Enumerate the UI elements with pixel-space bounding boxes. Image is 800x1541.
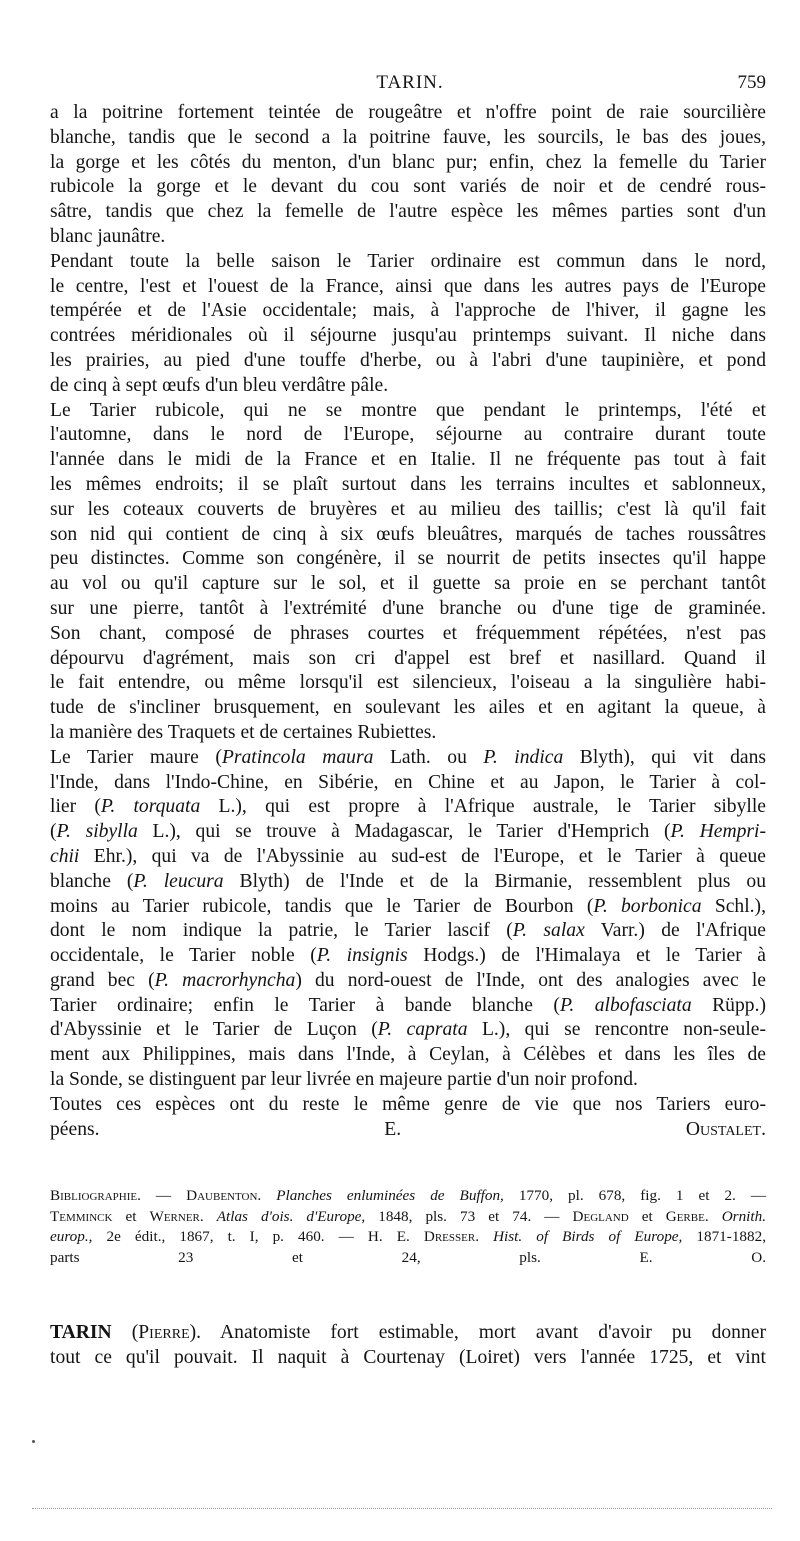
text-run: ). Anatomiste fort estimable, mort avant d'avoir pu donner [189,1322,766,1343]
body-line [50,771,766,796]
text-run: dont le nom indique la patrie, le Tarier lascif ( [50,920,513,942]
text-run: l'année dans le midi de la France et en Italie. Il ne fréquente pas tout à fait [50,449,766,471]
italic-text: P. sibylla [56,821,138,843]
text-run: ) du nord-ouest de l'Inde, ont des analogies avec le [295,969,766,991]
body-line [50,200,766,225]
entry-line [50,1346,766,1371]
italic-text: P. indica [483,746,564,768]
body-line [50,870,766,895]
italic-text: Ornith. [721,1207,766,1225]
text-run: Son chant, composé de phrases courtes et fréquemment répétées, n'est pas [50,622,766,644]
text-run: blanche, tandis que le second a la poitrine fauve, les sourcils, le bas des joues, [50,126,766,148]
body-line [50,647,766,672]
running-title: TARIN. [376,72,444,93]
text-run: ( [111,1322,139,1343]
body-line [50,374,766,399]
text-run [479,1228,493,1245]
body-line [50,175,766,200]
text-run [261,1187,276,1204]
text-run: Lath. ou [373,746,484,768]
text-run: blanc jaunâtre. [50,225,166,247]
text-run: le fait entendre, ou même lorsqu'il est silencieux, l'oiseau a la singulière habi- [50,672,766,694]
text-run: moins au Tarier rubicole, tandis que le Tarier de Bourbon ( [50,895,594,917]
text-run: l'Inde, dans l'Indo-Chine, en Sibérie, en Chine et au Japon, le Tarier à col- [50,771,766,793]
text-run: ( [50,821,57,843]
body-line [50,225,766,250]
small-caps-text: Daubenton. [186,1187,262,1204]
text-run [709,1208,722,1225]
small-caps-text: Gerbe. [665,1207,709,1225]
text-run: sur les coteaux couverts de bruyères et au milieu des taillis; c'est là qu'il fait [50,498,766,520]
text-run: Blyth) de l'Inde et de la Birmanie, ressemblent plus ou [223,870,766,892]
text-run: parts 23 et 24, pls. E. O. [50,1248,766,1266]
page-number: 759 [737,72,766,93]
text-run: sur une pierre, tantôt à l'extrémité d'une branche ou d'une tige de graminée. [50,597,766,619]
text-run: Le Tarier rubicole, qui ne se montre que pendant le printemps, l'été et [50,399,766,421]
body-line [50,919,766,944]
biblio-line [50,1248,766,1269]
body-line [50,696,766,721]
italic-text: P. borbonica [593,895,702,917]
bold-text: TARIN [50,1322,112,1343]
biblio-line [50,1207,766,1228]
footer-dotted-rule [32,1508,772,1509]
italic-text: P. insignis [316,945,408,967]
body-line [50,126,766,151]
body-line [50,1118,766,1143]
text-run: Hodgs.) de l'Himalaya et le Tarier à [407,945,767,967]
italic-text: P. salax [512,920,585,942]
text-run: L.), qui est propre à l'Afrique australe, le Tarier sibylle [200,796,766,818]
italic-text: Atlas d'ois. d'Europe, [216,1207,366,1225]
text-run: l'automne, dans le nord de l'Europe, séjourne au contraire durant toute [50,424,766,446]
body-line [50,994,766,1019]
text-run: — [140,1187,187,1204]
body-line [50,473,766,498]
text-run: au vol ou qu'il capture sur le sol, et il guette sa proie en se perchant tantôt [50,573,766,595]
italic-text: europ., [50,1228,93,1245]
bibliography [50,1186,766,1268]
body-line [50,820,766,845]
article-body [50,101,766,1142]
small-caps-text: Temminck [50,1207,113,1225]
italic-text: P. albofasciata [559,994,692,1016]
biblio-line [50,1186,766,1207]
italic-text: chii [50,845,80,867]
italic-text: P. Hempri- [670,821,766,843]
italic-text: P. torquata [100,796,201,818]
body-line [50,721,766,746]
small-caps-text: Oustalet. [685,1118,766,1140]
italic-text: Pratincola maura [221,746,374,768]
body-line [50,1068,766,1093]
small-caps-text: Degland [572,1207,629,1225]
text-run: et [628,1207,666,1225]
text-run: dépourvu d'agrément, mais son cri d'appel est bref et nasillard. Quand il [50,647,766,669]
body-line [50,1093,766,1118]
body-line [50,250,766,275]
text-run: rubicole la gorge et le devant du cou sont variés de noir et de cendré rous- [50,176,766,198]
text-run: la manière des Traquets et de certaines Rubiettes. [50,721,437,743]
text-run: la gorge et les côtés du menton, d'un blanc pur; enfin, chez la femelle du Tarier [50,151,766,173]
text-run: Pendant toute la belle saison le Tarier ordinaire est commun dans le nord, [50,250,766,272]
text-run: Tarier ordinaire; enfin le Tarier à bande blanche ( [50,994,560,1016]
body-line [50,746,766,771]
body-line [50,423,766,448]
text-run: blanche ( [50,870,134,892]
body-line [50,399,766,424]
body-line [50,498,766,523]
print-speck [32,1440,35,1443]
italic-text: P. leucura [133,870,224,892]
text-run: péens. E. [50,1118,686,1140]
body-line [50,1018,766,1043]
text-run: d'Abyssinie et le Tarier de Luçon ( [50,1019,378,1041]
body-line [50,275,766,300]
body-line [50,845,766,870]
italic-text: P. macrorhyncha [154,969,296,991]
text-run: la Sonde, se distinguent par leur livrée en majeure partie d'un noir profond. [50,1069,638,1091]
text-run: peu distinctes. Comme son congénère, il se nourrit de petits insectes qu'il happe [50,548,766,570]
text-run: ment aux Philippines, mais dans l'Inde, à Ceylan, à Célèbes et dans les îles de [50,1044,766,1066]
text-run: 1848, pls. 73 et 74. — [365,1207,573,1225]
italic-text: P. caprata [377,1019,468,1041]
text-run: L.), qui se trouve à Madagascar, le Tarier d'Hemprich ( [137,821,671,843]
biblio-line [50,1227,766,1248]
text-run: contrées méridionales où il séjourne jusqu'au printemps suivant. Il niche dans [50,325,766,347]
italic-text: Planches enluminées de Buffon, [276,1187,504,1204]
text-run: L.), qui se rencontre non-seule- [467,1019,766,1041]
text-run: 1770, pl. 678, fig. 1 et 2. — [503,1187,767,1204]
small-caps-text: Pierre [138,1322,190,1343]
text-run: a la poitrine fortement teintée de rougeâtre et n'offre point de raie sourcilière [50,102,766,123]
text-run: Blyth), qui vit dans [563,746,767,768]
body-line [50,151,766,176]
text-run [204,1208,217,1225]
body-line [50,523,766,548]
entry-line [50,1321,766,1346]
small-caps-text: Werner. [149,1207,204,1225]
italic-text: Hist. of Birds of Europe, [493,1228,683,1245]
text-run: tempérée et de l'Asie occidentale; mais, à l'approche de l'hiver, il gagne les [50,300,766,322]
text-run: lier ( [50,796,101,818]
body-line [50,299,766,324]
body-line [50,944,766,969]
text-run: les prairies, au pied d'une touffe d'herbe, ou à l'abri d'une taupinière, et pond [50,349,766,371]
text-run: Varr.) de l'Afrique [584,920,766,942]
text-run: Le Tarier maure ( [50,746,222,768]
text-run: Schl.), [701,895,766,917]
body-line [50,969,766,994]
text-run: grand bec ( [50,969,155,991]
text-run: Toutes ces espèces ont du reste le même genre de vie que nos Tariers euro- [50,1093,766,1115]
body-line [50,597,766,622]
body-line [50,671,766,696]
next-entry [50,1321,766,1371]
text-run: tude de s'incliner brusquement, en soulevant les ailes et en agitant la queue, à [50,697,766,719]
body-line [50,572,766,597]
text-run: tout ce qu'il pouvait. Il naquit à Courtenay (Loiret) vers l'année 1725, et vint [50,1346,766,1368]
body-line [50,1043,766,1068]
body-line [50,622,766,647]
body-line [50,101,766,126]
body-line [50,448,766,473]
text-run: Ehr.), qui va de l'Abyssinie au sud-est de l'Europe, et le Tarier à queue [79,845,766,867]
text-run: occidentale, le Tarier noble ( [50,945,317,967]
text-run: 1871-1882, [682,1228,767,1245]
body-line [50,795,766,820]
body-line [50,895,766,920]
small-caps-text: Bibliographie. [50,1187,141,1204]
text-run: les mêmes endroits; il se plaît surtout dans les terrains incultes et sablonneux, [50,473,766,495]
text-run: le centre, l'est et l'ouest de la France, ainsi que dans les autres pays de l'Europe [50,275,766,297]
body-line [50,349,766,374]
text-run: et [112,1207,150,1225]
text-run: son nid qui contient de cinq à six œufs bleuâtres, marqués de taches roussâtres [50,523,766,545]
body-line [50,547,766,572]
text-run: sâtre, tandis que chez la femelle de l'autre espèce les mêmes parties sont d'un [50,201,766,223]
text-run: de cinq à sept œufs d'un bleu verdâtre pâle. [50,374,389,396]
body-line [50,324,766,349]
text-run: Rüpp.) [691,994,766,1016]
text-run: 2e édit., 1867, t. I, p. 460. — H. E. [92,1228,424,1245]
small-caps-text: Dresser. [423,1228,479,1245]
page-header [50,72,770,100]
